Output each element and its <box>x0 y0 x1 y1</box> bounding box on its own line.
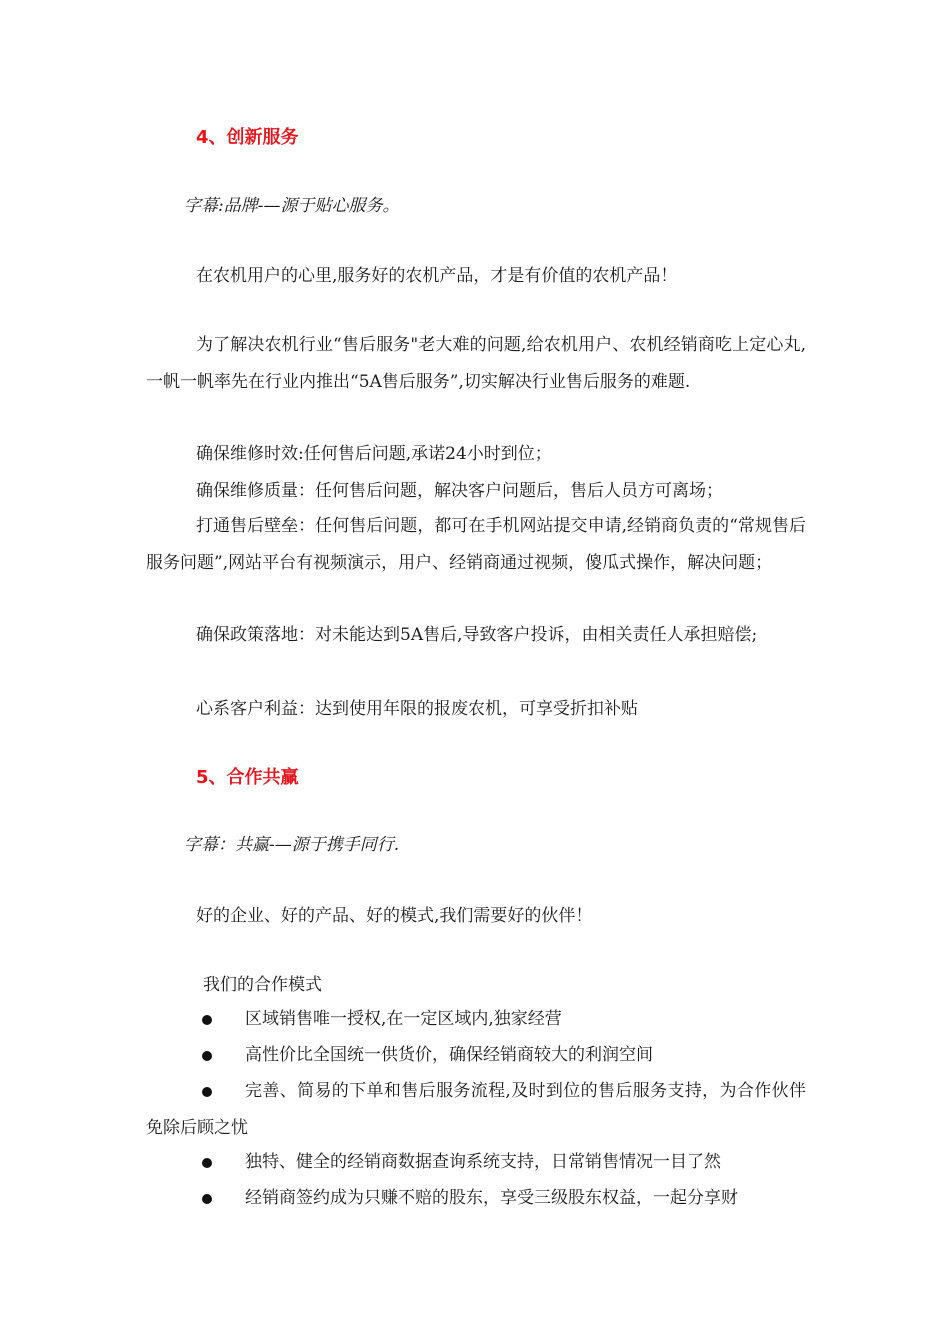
list-item <box>146 1180 806 1217</box>
cooperation-mode-title: 我们的合作模式 <box>203 975 322 995</box>
bullet-icon <box>202 1087 212 1097</box>
list-item-text: 经销商签约成为只赚不赔的股东，享受三级股东权益，一起分享财 <box>245 1188 738 1208</box>
section-4-paragraph: 为了解决农机行业“售后服务"老大难的问题,给农机用户、农机经销商吃上定心丸,一帆一帆率先在行业内推出“5A售后服务”,切实解决行业售后服务的难题. <box>146 335 806 392</box>
section-4-caption: 字幕:品牌-—源于贴心服务。 <box>184 196 400 216</box>
bullet-icon <box>202 1051 212 1061</box>
list-item <box>146 1037 806 1074</box>
section-4-item-4: 确保政策落地：对未能达到5A售后,导致客户投诉，由相关责任人承担赔偿; <box>196 625 758 645</box>
section-4-item-5: 心系客户利益：达到使用年限的报废农机，可享受折扣补贴 <box>196 699 638 719</box>
list-item <box>146 1144 806 1181</box>
section-4-item-1: 确保维修时效:任何售后问题,承诺24小时到位； <box>196 444 552 464</box>
list-item <box>146 1073 806 1147</box>
section-4-item-3: 打通售后壁垒：任何售后问题，都可在手机网站提交申请,经销商负责的“常规售后服务问题”,网站平台有视频演示，用户、经销商通过视频，傻瓜式操作，解决问题； <box>146 516 806 573</box>
section-4-item-2: 确保维修质量：任何售后问题，解决客户问题后，售后人员方可离场； <box>196 481 723 501</box>
list-item-text: 高性价比全国统一供货价，确保经销商较大的利润空间 <box>245 1045 653 1065</box>
section-5-heading: 5、合作共赢 <box>196 767 299 788</box>
bullet-icon <box>202 1158 212 1168</box>
section-4-intro: 在农机用户的心里,服务好的农机产品，才是有价值的农机产品！ <box>196 266 678 286</box>
bullet-icon <box>202 1194 212 1204</box>
section-5-caption: 字幕：共赢-—源于携手同行. <box>184 835 400 855</box>
section-5-intro: 好的企业、好的产品、好的模式,我们需要好的伙伴！ <box>196 906 593 926</box>
list-item-text: 区域销售唯一授权,在一定区域内,独家经营 <box>245 1009 562 1029</box>
section-4-heading: 4、创新服务 <box>196 127 299 148</box>
bullet-icon <box>202 1015 212 1025</box>
list-item <box>146 1001 806 1038</box>
list-item-text: 完善、简易的下单和售后服务流程,及时到位的售后服务支持，为合作伙伴免除后顾之忧 <box>146 1081 806 1138</box>
list-item-text: 独特、健全的经销商数据查询系统支持，日常销售情况一目了然 <box>245 1152 721 1172</box>
